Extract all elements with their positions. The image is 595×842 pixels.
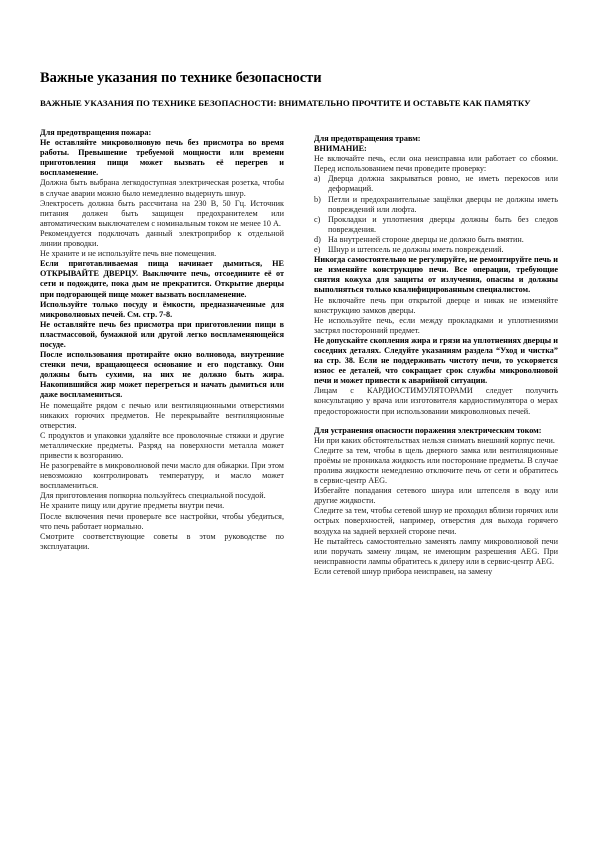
shock-paragraphs — [314, 436, 558, 577]
page-title: Важные указания по технике безопасности — [40, 70, 322, 86]
paragraph: Не оставляйте микроволновую печь без присмотра во время работы. Превышение требуемой мощности или времени приготовления пищи может вызвать её перегрев и воспламенение. — [40, 138, 284, 178]
paragraph: Используйте только посуду и ёмкости, предназначенные для микроволновых печей. См. стр. 7-8. — [40, 299, 284, 319]
checklist-marker: b) — [314, 194, 321, 204]
paragraph: Не оставляйте печь без присмотра при приготовлении пищи в пластмассовой, бумажной или другой легко воспламеняющейся посуде. — [40, 319, 284, 349]
paragraph: Следите за тем, чтобы сетевой шнур не проходил вблизи горячих или острых поверхностей, например, отверстия для выхода горячего воздуха на задней верхней стороне печи. — [314, 506, 558, 536]
paragraph: Не храните пищу или другие предметы внутри печи. — [40, 501, 225, 511]
left-column — [40, 128, 284, 552]
checklist-marker: c) — [314, 214, 321, 224]
checklist-text: Прокладки и уплотнения дверцы должны быть без следов повреждения. — [328, 214, 558, 234]
paragraph: Не помещайте рядом с печью или вентиляционными отверстиями никаких горючих предметов. Не перекрывайте вентиляционные отверстия. — [40, 400, 284, 430]
paragraph: С продуктов и упаковки удаляйте все проволочные стяжки и другие металлические предметы. Разряд на поверхности металла может привести к возгоранию. — [40, 430, 284, 460]
injury-warning: ВНИМАНИЕ: — [314, 144, 367, 154]
paragraph: Не пытайтесь самостоятельно заменять лампу микроволновой печи или поручать замену лицам, не имеющим разрешения AEG. При неисправности лампы обратитесь к дилеру или в сервис-центр AEG. — [314, 536, 558, 566]
paragraph: Для приготовления попкорна пользуйтесь специальной посудой. — [40, 491, 266, 501]
paragraph: Не включайте печь при открытой дверце и никак не изменяйте конструкцию замков дверцы. — [314, 295, 558, 315]
paragraph: Не храните и не используйте печь вне помещения. — [40, 249, 217, 259]
paragraph: Должна быть выбрана легкодоступная электрическая розетка, чтобы в случае аварии можно было немедленно выдернуть шнур. — [40, 178, 284, 198]
checklist-text: На внутренней стороне дверцы не должно быть вмятин. — [328, 234, 524, 244]
paragraph: Ни при каких обстоятельствах нельзя снимать внешний корпус печи. — [314, 435, 555, 445]
injury-intro: Не включайте печь, если она неисправна или работает со сбоями. Перед использованием печи проведите проверку: — [314, 154, 558, 174]
section-gap — [314, 417, 558, 426]
checklist-item — [314, 215, 558, 235]
checklist-item — [314, 195, 558, 215]
injury-heading: Для предотвращения травм: — [314, 134, 421, 143]
paragraph: Избегайте попадания сетевого шнура или штепселя в воду или другие жидкости. — [314, 486, 558, 506]
shock-heading: Для устранения опасности поражения электрическим током: — [314, 425, 542, 435]
paragraph: Не разогревайте в микроволновой печи масло для обжарки. При этом невозможно контролировать температуру, и масло может воспламениться. — [40, 461, 284, 491]
page-subtitle: ВАЖНЫЕ УКАЗАНИЯ ПО ТЕХНИКЕ БЕЗОПАСНОСТИ: ВНИМАТЕЛЬНО ПРОЧТИТЕ И ОСТАВЬТЕ КАК ПАМЯТКУ — [40, 98, 531, 108]
checklist-marker: a) — [314, 174, 321, 184]
checklist-item — [314, 235, 558, 245]
paragraph: Если приготавливаемая пища начинает дымиться, НЕ ОТКРЫВАЙТЕ ДВЕРЦУ. Выключите печь, отсоедините её от сети и подождите, пока дым не прекратится. Открытие дверцы при подгорающей пище может вызвать воспламенение. — [40, 259, 284, 299]
checklist-marker: e) — [314, 245, 321, 255]
checklist-item — [314, 245, 558, 255]
paragraph: После включения печи проверьте все настройки, чтобы убедиться, что печь работает нормально. — [40, 511, 284, 531]
checklist-text: Дверца должна закрываться ровно, не иметь перекосов или деформаций. — [328, 174, 558, 194]
checklist-marker: d) — [314, 234, 321, 244]
fire-heading: Для предотвращения пожара: — [40, 128, 152, 137]
checklist-text: Шнур и штепсель не должны иметь повреждений. — [328, 245, 504, 255]
paragraph: Не используйте печь, если между прокладками и уплотнениями застрял посторонний предмет. — [314, 315, 558, 335]
injury-checklist — [314, 174, 558, 255]
injury-paragraphs — [314, 255, 558, 417]
right-column — [314, 134, 558, 577]
paragraph: Следите за тем, чтобы в щель дверного замка или вентиляционные проёмы не проникала жидкость или посторонние предметы. В случае пролива жидкости немедленно отключите печь от сети и обратитесь в сервис-центр AEG. — [314, 445, 558, 486]
paragraph: Электросеть должна быть рассчитана на 230 В, 50 Гц. Источник питания должен быть защищен предохранителем или автоматическим выключателем с номинальным током не менее 10 А. — [40, 198, 284, 228]
paragraph: Никогда самостоятельно не регулируйте, не ремонтируйте печь и не изменяйте конструкцию печи. Все операции, требующие снятия кожуха для защиты от излучения, опасны и должны выполняться только квалифицированным специалистом. — [314, 255, 558, 295]
paragraph: Смотрите соответствующие советы в этом руководстве по эксплуатации. — [40, 531, 284, 551]
paragraph: После использования протирайте окно волновода, внутренние стенки печи, вращающееся основание и его подставку. Они должны быть сухими, на них не должно быть жира. Накопившийся жир может перегреться и начать дымиться или даже воспламениться. — [40, 350, 284, 400]
paragraph: Если сетевой шнур прибора неисправен, на замену — [314, 566, 493, 576]
paragraph: Не допускайте скопления жира и грязи на уплотнениях дверцы и соседних деталях. Следуйте указаниям раздела “Уход и чистка” на стр. 38. Если не поддерживать чистоту печи, то ускоряется износ ее деталей, что сокращает срок службы микроволновой печи и может привести к аварийной ситуации. — [314, 335, 558, 386]
paragraph: Рекомендуется подключать данный электроприбор к отдельной линии проводки. — [40, 228, 284, 249]
paragraph: Лицам с КАРДИОСТИМУЛЯТОРАМИ следует получить консультацию у врача или изготовителя кардиостимулятора о мерах предосторожности при использовании микроволновых печей. — [314, 386, 558, 416]
checklist-item — [314, 174, 558, 194]
checklist-text: Петли и предохранительные защёлки дверцы не должны иметь повреждений или люфта. — [328, 194, 558, 214]
fire-paragraphs — [40, 138, 284, 552]
